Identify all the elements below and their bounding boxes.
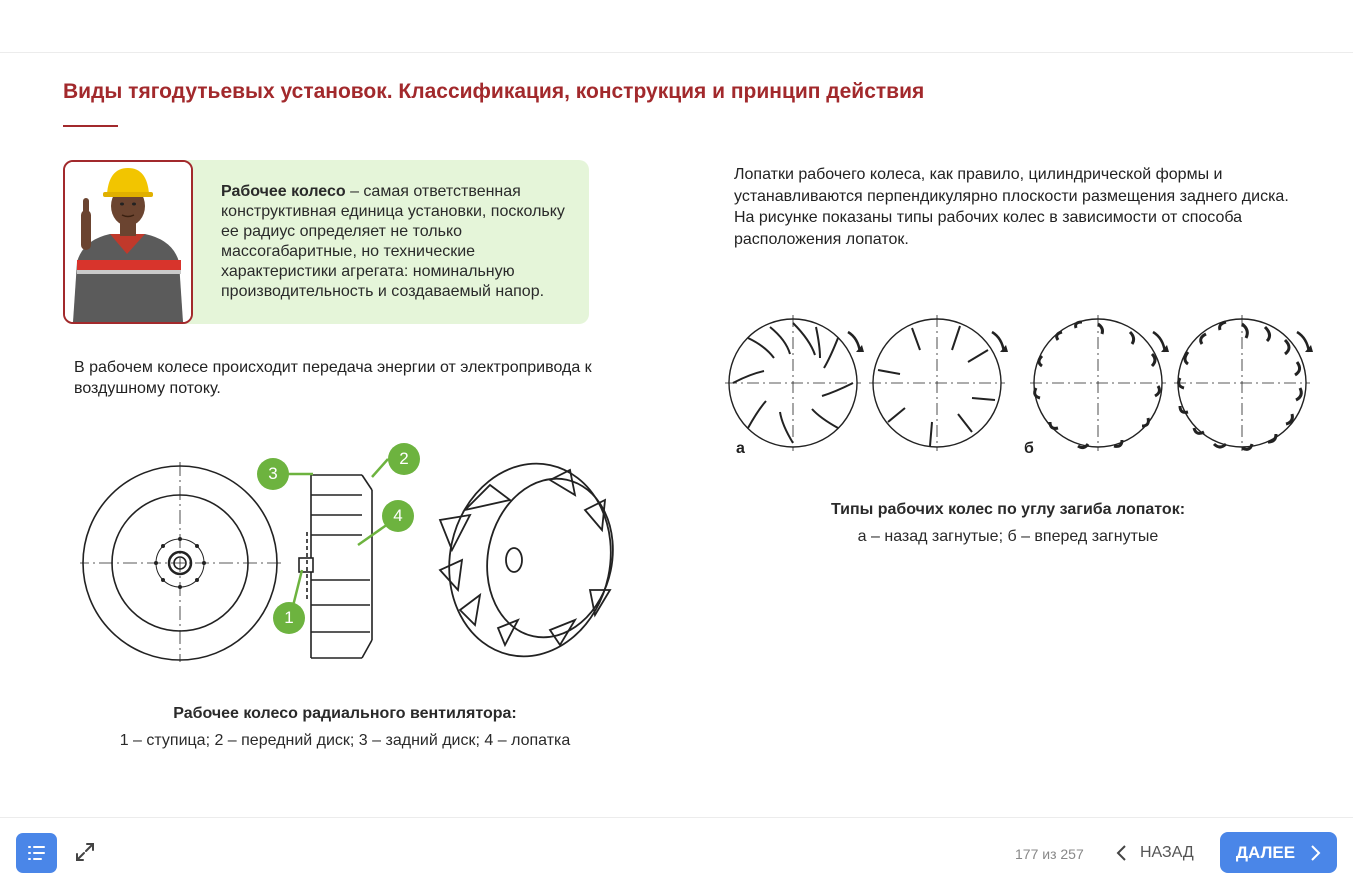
label-a: а bbox=[736, 440, 745, 457]
top-bar bbox=[0, 0, 1353, 53]
right-caption-title: Типы рабочих колес по углу загиба лопаток: bbox=[830, 501, 1186, 518]
callout-term: Рабочее колесо bbox=[221, 183, 346, 200]
contents-menu-button[interactable] bbox=[16, 833, 57, 873]
list-icon bbox=[16, 833, 57, 873]
right-caption-text: а – назад загнутые; б – вперед загнутые bbox=[857, 528, 1159, 545]
left-caption-text: 1 – ступица; 2 – передний диск; 3 – задний диск; 4 – лопатка bbox=[119, 732, 571, 749]
impeller-diagram bbox=[80, 440, 620, 670]
next-button[interactable] bbox=[1220, 832, 1337, 873]
left-caption-title: Рабочее колесо радиального вентилятора: bbox=[173, 705, 517, 722]
marker-2: 2 bbox=[388, 443, 420, 475]
page-title: Виды тягодутьевых установок. Классификация, конструкция и принцип действия bbox=[63, 80, 925, 103]
instructor-avatar bbox=[63, 160, 193, 324]
right-paragraph-1: Лопатки рабочего колеса, как правило, цилиндрической формы и устанавливаются перпендикулярно плоскости размещения заднего диска. bbox=[734, 166, 1289, 205]
chevron-right-icon bbox=[1309, 844, 1321, 862]
label-b: б bbox=[1024, 440, 1034, 457]
callout-definition: – самая ответственная конструктивная единица установки, поскольку ее радиус определяет не только массогабаритные, но технические характеристики агрегата: номинальную производительность и создаваемый напор. bbox=[221, 183, 565, 300]
fullscreen-button[interactable] bbox=[74, 841, 96, 863]
back-button[interactable] bbox=[1112, 840, 1194, 866]
right-paragraph-2: На рисунке показаны типы рабочих колес в зависимости от способа расположения лопаток. bbox=[734, 209, 1243, 248]
impeller-types-diagram bbox=[720, 310, 1320, 470]
right-paragraphs bbox=[734, 164, 1294, 250]
marker-4: 4 bbox=[382, 500, 414, 532]
marker-1: 1 bbox=[273, 602, 305, 634]
back-label: НАЗАД bbox=[1140, 844, 1194, 861]
page-counter: 177 из 257 bbox=[1015, 846, 1084, 862]
expand-icon bbox=[74, 841, 96, 863]
callout-text bbox=[221, 182, 566, 302]
left-paragraph: В рабочем колесе происходит передача энергии от электропривода к воздушному потоку. bbox=[74, 359, 592, 397]
marker-3: 3 bbox=[257, 458, 289, 490]
definition-callout bbox=[63, 160, 589, 324]
next-label: ДАЛЕЕ bbox=[1235, 842, 1296, 862]
chevron-left-icon bbox=[1112, 843, 1132, 863]
title-underline bbox=[63, 125, 118, 127]
